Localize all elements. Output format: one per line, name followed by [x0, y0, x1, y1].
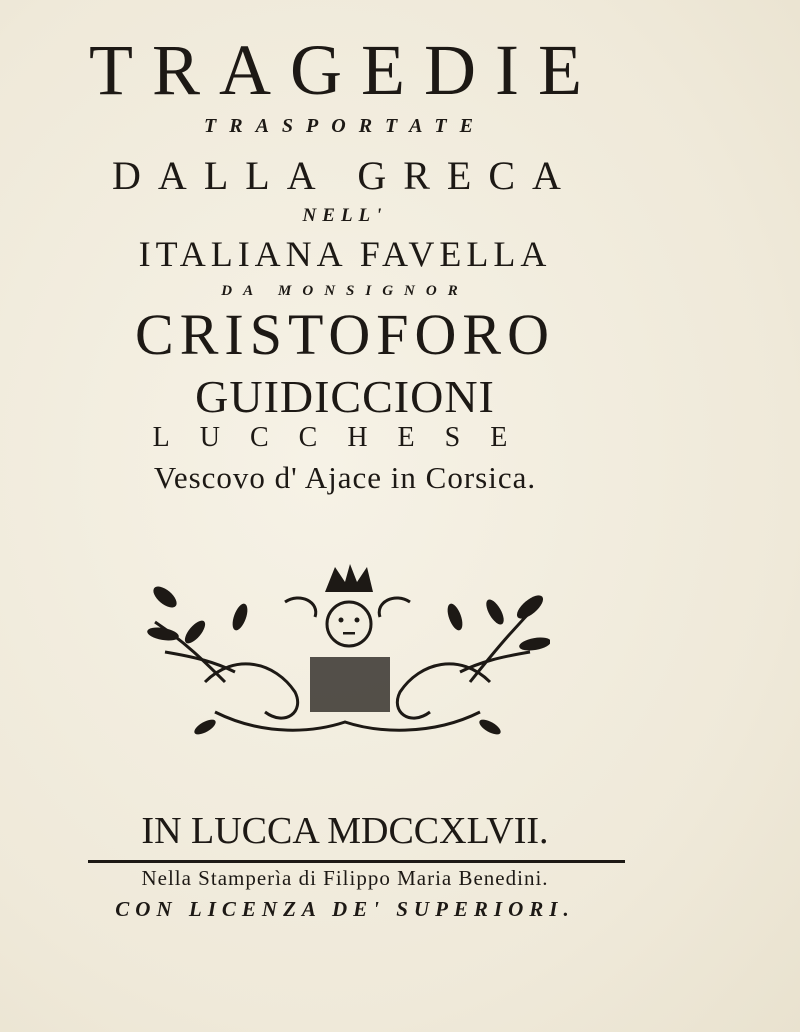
by-line: DA MONSIGNOR [221, 283, 469, 299]
author-first-name: CRISTOFORO [135, 302, 555, 367]
subtitle-nell: NELL' [302, 205, 388, 226]
author-origin: LUCCHESE [152, 422, 538, 453]
license-line: CON LICENZA DE' SUPERIORI. [115, 897, 575, 921]
author-last-name: GUIDICCIONI [195, 371, 495, 422]
book-title: TRAGEDIE [89, 30, 601, 110]
subtitle-italiana-favella: ITALIANA FAVELLA [138, 234, 552, 274]
author-title: Vescovo d' Ajace in Corsica. [153, 460, 537, 495]
printer-line: Nella Stamperìa di Filippo Maria Benedini. [141, 866, 549, 890]
subtitle-dalla-greca: DALLA GRECA [112, 153, 578, 198]
woodcut-vignette-icon [145, 562, 550, 747]
divider-rule [88, 860, 625, 863]
subtitle-trasportate: TRASPORTATE [204, 115, 486, 137]
imprint-place-year: IN LUCCA MDCCXLVII. [141, 810, 549, 852]
